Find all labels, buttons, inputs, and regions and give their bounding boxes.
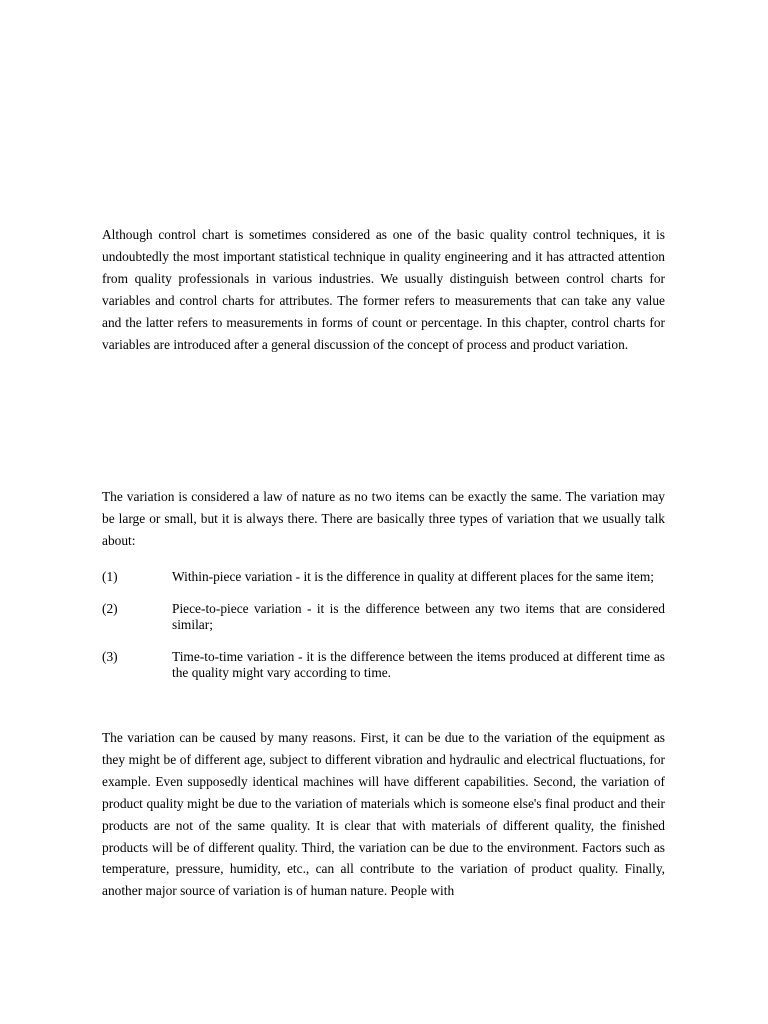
- list-item-number: (1): [102, 569, 118, 584]
- causes-paragraph: The variation can be caused by many reasons. First, it can be due to the variation of the equipment as they might be of different age, subject to different vibration and hydraulic and electrical fluctuations, for example. Even supposedly identical machines will have different capabilities. Second, the variation of product quality might be due to the variation of materials which is someone else's final product and their products are not of the same quality. It is clear that with materials of different quality, the finished products will be of different quality. Third, the variation can be due to the environment. Factors such as temperature, pressure, humidity, etc., can all contribute to the variation of product quality. Finally, another major source of variation is of human nature. People with: [102, 730, 665, 899]
- list-item-text: Within-piece variation - it is the difference in quality at different places for the same item;: [172, 569, 654, 584]
- list-item-number: (3): [102, 648, 118, 664]
- variation-types-list: [102, 569, 665, 697]
- list-item-text: Piece-to-piece variation - it is the difference between any two items that are considered similar;: [172, 600, 665, 633]
- variation-intro-paragraph: The variation is considered a law of nature as no two items can be exactly the same. The variation may be large or small, but it is always there. There are basically three types of variation that we usually talk about:: [102, 489, 665, 548]
- intro-paragraph: Although control chart is sometimes considered as one of the basic quality control techniques, it is undoubtedly the most important statistical technique in quality engineering and it has attracted attention from quality professionals in various industries. We usually distinguish between control charts for variables and control charts for attributes. The former refers to measurements that can take any value and the latter refers to measurements in forms of count or percentage. In this chapter, control charts for variables are introduced after a general discussion of the concept of process and product variation.: [102, 227, 665, 352]
- list-item: [102, 649, 665, 682]
- list-item-text: Time-to-time variation - it is the difference between the items produced at different time as the quality might vary according to time.: [172, 648, 665, 681]
- list-item: [102, 569, 665, 586]
- list-item: [102, 601, 665, 634]
- list-item-number: (2): [102, 600, 118, 616]
